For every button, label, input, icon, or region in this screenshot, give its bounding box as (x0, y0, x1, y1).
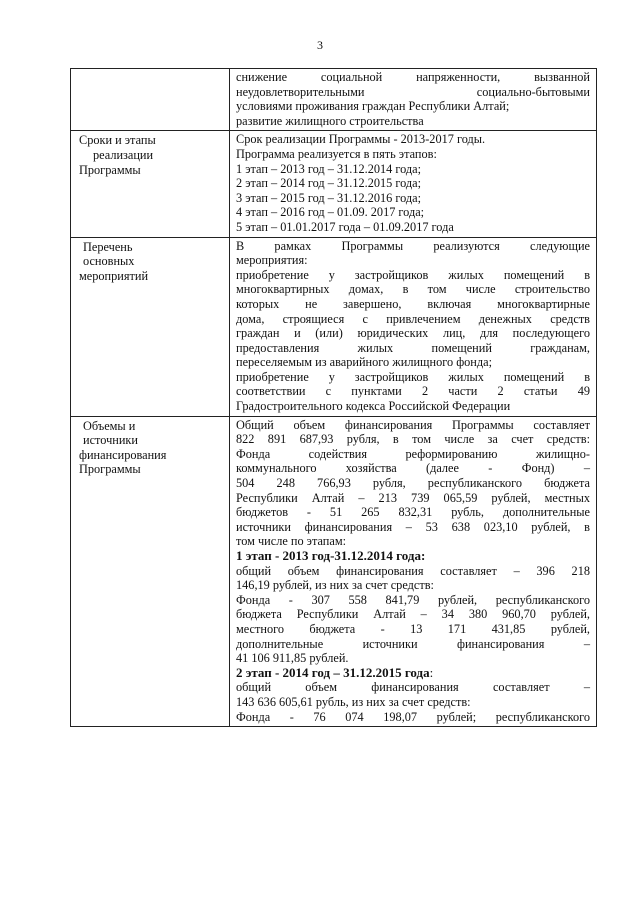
text-line: которых не завершено, включая многоквартирные (236, 296, 590, 311)
text-line: граждан и (или) юридических лиц, для последующего (236, 326, 590, 341)
stage-1-heading: 1 этап - 2013 год-31.12.2014 года: (236, 548, 426, 563)
row-label-line: основных (83, 254, 135, 269)
text-line: общий объем финансирования составляет – (236, 680, 590, 695)
table-row-terms (71, 131, 597, 237)
text-line: бюджетов - 51 265 832,31 рубль, дополнительные (236, 505, 590, 520)
text-line: Срок реализации Программы - 2013-2017 годы. (236, 132, 486, 147)
text-line: Фонда содействия реформированию жилищно- (236, 446, 590, 461)
text-line: мероприятия: (236, 253, 308, 268)
text-line: Республики Алтай – 213 739 065,59 рублей, местных (236, 490, 590, 505)
row-label-line: Перечень (83, 239, 133, 254)
row-label-line: Объемы и (83, 418, 136, 433)
stage-line: 3 этап – 2015 год – 31.12.2016 года; (236, 190, 422, 205)
text-line: предоставления жилых помещений гражданам, (236, 340, 590, 355)
funding-content-cell (230, 416, 597, 726)
text-line: В рамках Программы реализуются следующие (236, 238, 590, 253)
text-line: Программа реализуется в пять этапов: (236, 146, 437, 161)
text-line: бюджета Республики Алтай – 34 380 960,70 рублей, (236, 607, 590, 622)
measures-label-cell (71, 237, 230, 416)
row-label-line: Программы (79, 162, 141, 177)
text-line: соответствии с пунктами 2 части 2 статьи 49 (236, 384, 590, 399)
text-line: общий объем финансирования составляет – 396 218 (236, 563, 590, 578)
row-label-line: источники (83, 433, 138, 448)
table-row-measures (71, 237, 597, 416)
stage-line: 2 этап – 2014 год – 31.12.2015 года; (236, 176, 422, 191)
text-line: приобретение у застройщиков жилых помещений в (236, 369, 590, 384)
text-line: переселяемым из аварийного жилищного фонда; (236, 355, 493, 370)
text-line: развитие жилищного строительства (236, 113, 424, 128)
text-line: неудовлетворительными социально-бытовыми (236, 84, 590, 99)
row-label-line: Сроки и этапы (79, 133, 156, 148)
text-line: условиями проживания граждан Республики Алтай; (236, 99, 510, 114)
text-line: местного бюджета - 13 171 431,85 рублей, (236, 621, 590, 636)
terms-label-cell (71, 131, 230, 237)
goals-content-cell (230, 69, 597, 131)
row-label-line: финансирования (79, 447, 167, 462)
text-line: Градостроительного кодекса Российской Федерации (236, 399, 511, 414)
stage-line: 1 этап – 2013 год – 31.12.2014 года; (236, 161, 422, 176)
text-line: Фонда - 76 074 198,07 рублей; республиканского (236, 709, 590, 724)
stage-2-heading: 2 этап - 2014 год – 31.12.2015 года (236, 664, 430, 680)
terms-content-cell (230, 131, 597, 237)
stage-2-heading-suffix: : (429, 664, 434, 680)
text-line: 41 106 911,85 рублей. (236, 651, 349, 666)
funding-label-cell (71, 416, 230, 726)
text-line: снижение социальной напряженности, вызванной (236, 70, 590, 84)
text-line: 146,19 рублей, из них за счет средств: (236, 578, 434, 593)
row-label-line: Программы (79, 462, 141, 477)
stage-line: 5 этап – 01.01.2017 года – 01.09.2017 года (236, 219, 454, 234)
table-row-funding (71, 416, 597, 726)
table-row-goals-continuation (71, 69, 597, 131)
text-line: многоквартирных домах, в том числе строительство (236, 282, 590, 297)
text-line: дополнительные источники финансирования – (236, 636, 590, 651)
page-number: 3 (317, 38, 323, 52)
text-line: 504 248 766,93 рубля, республиканского бюджета (236, 476, 590, 491)
text-line: 822 891 687,93 рубля, в том числе за счет средств: (236, 432, 590, 447)
text-line: том числе по этапам: (236, 534, 347, 549)
label-cell-empty (71, 69, 230, 131)
text-line: источники финансирования – 53 638 023,10 рублей, в (236, 519, 590, 534)
row-label-line: мероприятий (79, 268, 149, 283)
text-line: коммунального хозяйства (далее - Фонд) – (236, 461, 590, 476)
text-line: Фонда - 307 558 841,79 рублей, республиканского (236, 592, 590, 607)
row-label-line: реализации (93, 147, 154, 162)
stage-line: 4 этап – 2016 год – 01.09. 2017 года; (236, 205, 425, 220)
measures-content-cell (230, 237, 597, 416)
text-line: приобретение у застройщиков жилых помещений в (236, 267, 590, 282)
text-line: Общий объем финансирования Программы составляет (236, 417, 590, 432)
stage-2-heading-line (236, 666, 590, 681)
text-line: дома, строящиеся с привлечением денежных средств (236, 311, 590, 326)
program-passport-table (70, 68, 597, 727)
text-line: 143 636 605,61 рубль, из них за счет средств: (236, 694, 471, 709)
